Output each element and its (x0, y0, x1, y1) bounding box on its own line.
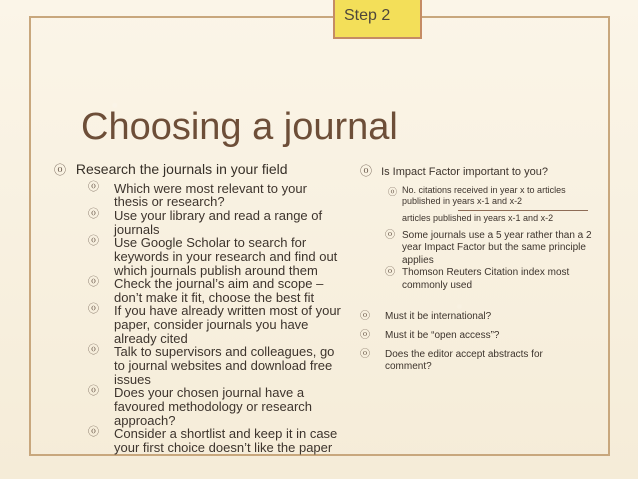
impact-factor-formula (388, 185, 592, 224)
step-tab (333, 0, 422, 39)
list-item (360, 330, 590, 342)
list-item-text: Which were most relevant to your thesis or research? (114, 180, 307, 210)
list-item-text: If you have already written most of your paper, consider journals you have already cited (114, 303, 341, 346)
list-item-text: Check the journal’s aim and scope – don’t make it fit, choose the best fit (114, 276, 324, 305)
bullet-icon: ⓞ (88, 303, 99, 316)
fraction-line (458, 210, 588, 211)
bullet-icon: ⓞ (88, 276, 99, 289)
list-item (360, 349, 590, 373)
left-heading-text: Research the journals in your field (75, 161, 288, 177)
bullet-icon: ⓞ (360, 311, 370, 322)
left-heading (54, 162, 344, 178)
formula-denominator: articles published in years x-1 and x-2 (402, 212, 554, 223)
bullet-icon: ⓞ (388, 187, 398, 198)
bullet-icon: ⓞ (360, 349, 370, 360)
bullet-icon: ⓞ (88, 180, 99, 193)
journal-questions (360, 311, 590, 380)
list-item-text: Some journals use a 5 year rather than a 2 year Impact Factor but the same principle applies (402, 229, 592, 266)
list-item-text: Must it be international? (385, 311, 492, 322)
list-item (385, 267, 600, 292)
list-item-text: Use your library and read a range of journals (114, 207, 323, 237)
right-heading-text: Is Impact Factor important to you? (381, 166, 548, 178)
right-heading (360, 164, 600, 179)
step-label: Step 2 (344, 7, 391, 24)
list-item-text: Does your chosen journal have a favoured methodology or research approach? (114, 385, 313, 428)
bullet-icon: ⓞ (88, 385, 99, 398)
list-item-text: Talk to supervisors and colleagues, go to journal websites and download free issues (114, 344, 335, 387)
left-subitems (54, 182, 344, 455)
right-column (360, 164, 600, 308)
list-item (88, 236, 344, 277)
bullet-icon: ⓞ (54, 163, 67, 177)
list-item (88, 209, 344, 236)
list-item (88, 182, 344, 209)
bullet-icon: ⓞ (360, 330, 370, 341)
bullet-icon: ⓞ (360, 164, 373, 178)
left-column (54, 162, 344, 454)
list-item-text: Does the editor accept abstracts for comment? (385, 349, 543, 372)
formula-text (402, 185, 592, 224)
bullet-icon: ⓞ (385, 229, 395, 241)
list-item (385, 230, 600, 268)
list-item-text: Thomson Reuters Citation index most commonly used (402, 267, 570, 291)
bullet-icon: ⓞ (88, 344, 99, 357)
list-item (88, 345, 344, 386)
list-item (88, 427, 344, 454)
list-item (88, 304, 344, 345)
formula-numerator: No. citations received in year x to articles published in years x-1 and x-2 (402, 185, 566, 207)
list-item-text: Must it be “open access”? (385, 330, 500, 341)
bullet-icon: ⓞ (88, 235, 99, 248)
list-item (360, 311, 590, 323)
bullet-icon: ⓞ (88, 207, 99, 220)
impact-notes (360, 230, 600, 293)
bullet-icon: ⓞ (385, 267, 395, 279)
list-item-text: Consider a shortlist and keep it in case your first choice doesn’t like the paper (114, 426, 338, 455)
bullet-icon: ⓞ (88, 426, 99, 439)
list-item (88, 386, 344, 427)
list-item-text: Use Google Scholar to search for keywords in your research and find out which journals publish around them (114, 235, 338, 278)
list-item (88, 277, 344, 304)
page-title: Choosing a journal (81, 106, 398, 148)
